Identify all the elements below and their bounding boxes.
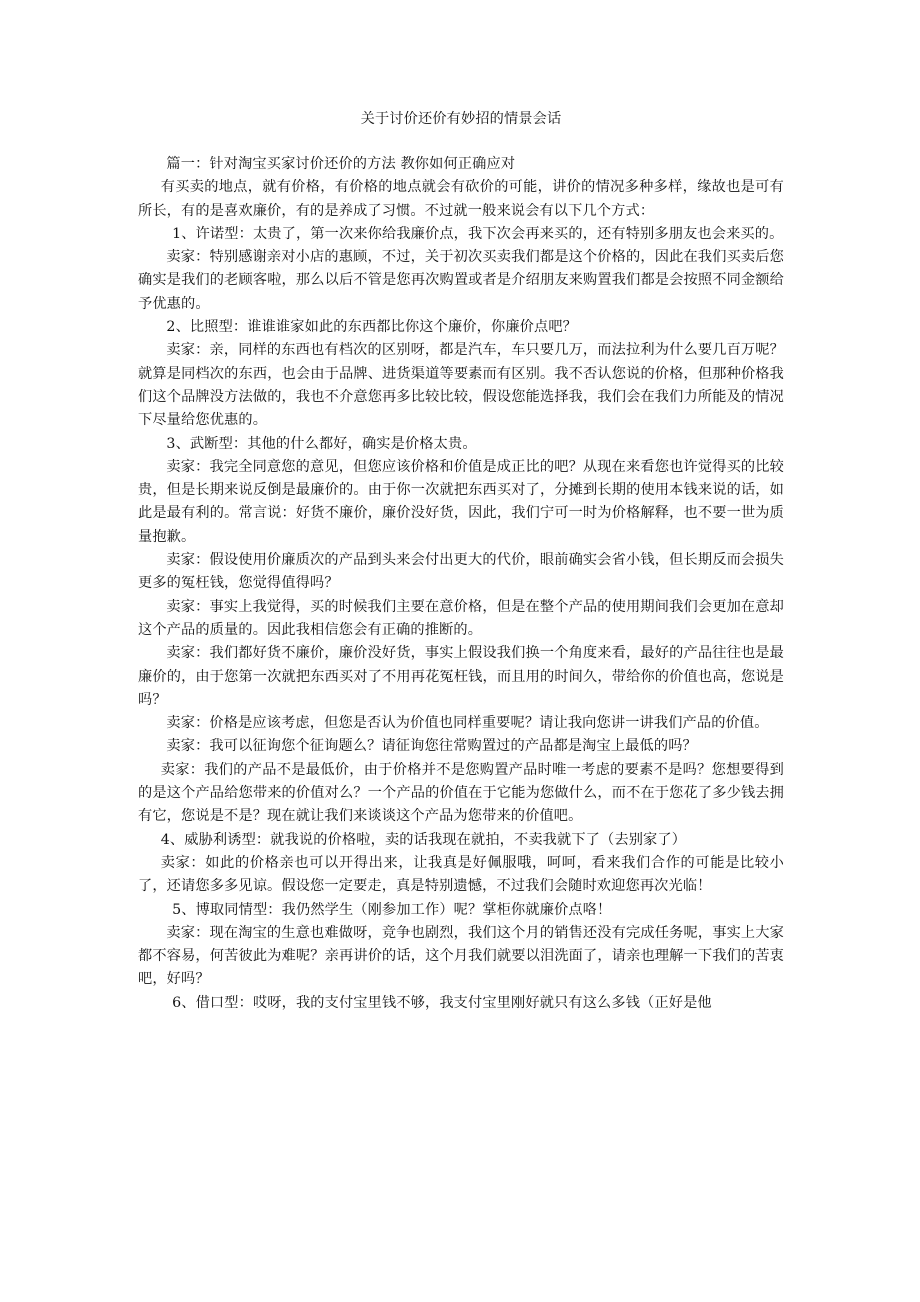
paragraph-seller-reply: 卖家：假设使用价廉质次的产品到头来会付出更大的代价，眼前确实会省小钱，但长期反而会损失更多的冤枉钱，您觉得值得吗？ [138, 552, 784, 592]
paragraph-seller-reply: 卖家：亲，同样的东西也有档次的区别呀，都是汽车，车只要几万，而法拉利为什么要几百万呢？就算是同档次的东西，也会由于品牌、进货渠道等要素而有区别。我不否认您说的价格，但那种价格我们这个品牌没方法做的，我也不介意您再多比较比较，假设您能选择我，我们会在我们力所能及的情况下尽量给您优惠的。 [138, 342, 784, 429]
paragraph-type-4: 4、威胁利诱型：就我说的价格啦，卖的话我现在就拍，不卖我就下了（去别家了） [160, 831, 687, 848]
paragraph-heading-part1: 篇一：针对淘宝买家讨价还价的方法 教你如何正确应对 [166, 156, 516, 172]
paragraph-type-1: 1、许诺型：太贵了，第一次来你给我廉价点，我下次会再来买的，还有特别多朋友也会来买的。 [172, 225, 784, 242]
paragraph-type-5: 5、博取同情型：我仍然学生（刚参加工作）呢？掌柜你就廉价点咯！ [172, 901, 612, 918]
document-page [138, 108, 784, 1015]
paragraph-seller-reply: 卖家：事实上我觉得，买的时候我们主要在意价格，但是在整个产品的使用期间我们会更加在意却这个产品的质量的。因此我相信您会有正确的推断的。 [138, 598, 784, 638]
paragraph-seller-reply: 卖家：现在淘宝的生意也难做呀，竞争也剧烈，我们这个月的销售还没有完成任务呢，事实上大家都不容易，何苦彼此为难呢？亲再讲价的话，这个月我们就要以泪洗面了，请亲也理解一下我们的苦衷吧，好吗？ [138, 924, 784, 988]
paragraph-seller-reply: 卖家：价格是应该考虑，但您是否认为价值也同样重要呢？请让我向您讲一讲我们产品的价值。 [166, 715, 769, 732]
document-title: 关于讨价还价有妙招的情景会话 [360, 111, 562, 127]
paragraph-seller-reply: 卖家：我完全同意您的意见，但您应该价格和价值是成正比的吧？从现在来看您也许觉得买的比较贵，但是长期来说反倒是最廉价的。由于你一次就把东西买对了，分摊到长期的使用本钱来说的话，如此是最有利的。常言说：好货不廉价，廉价没好货，因此，我们宁可一时为价格解释，也不要一世为质量抱歉。 [138, 458, 784, 545]
paragraph-type-6: 6、借口型：哎呀，我的支付宝里钱不够，我支付宝里刚好就只有这么多钱（正好是他 [172, 994, 712, 1011]
paragraph-seller-reply: 卖家：我们都好货不廉价，廉价没好货，事实上假设我们换一个角度来看，最好的产品往往也是最廉价的，由于您第一次就把东西买对了不用再花冤枉钱，而且用的时间久，带给你的价值也高，您说是吗？ [138, 645, 784, 708]
paragraph-seller-reply: 卖家：我们的产品不是最低价，由于价格并不是您购置产品时唯一考虑的要素不是吗？您想要得到的是这个产品给您带来的价值对么？一个产品的价值在于它能为您做什么，而不在于您花了多少钱去拥有它，您说是不是？现在就让我们来谈谈这个产品为您带来的价值吧。 [138, 761, 784, 825]
paragraph-seller-reply: 卖家：如此的价格亲也可以开得出来，让我真是好佩服哦，呵呵，看来我们合作的可能是比较小了，还请您多多见谅。假设您一定要走，真是特别遗憾，不过我们会随时欢迎您再次光临！ [138, 854, 784, 895]
paragraph-type-2: 2、比照型：谁谁谁家如此的东西都比你这个廉价，你廉价点吧？ [166, 319, 578, 336]
paragraph-intro: 有买卖的地点，就有价格，有价格的地点就会有砍价的可能，讲价的情况多种多样，缘故也是可有所长，有的是喜欢廉价，有的是养成了习惯。不过就一般来说会有以下几个方式： [138, 179, 784, 219]
paragraph-seller-reply: 卖家：特别感谢亲对小店的惠顾，不过，关于初次买卖我们都是这个价格的，因此在我们买卖后您确实是我们的老顾客啦，那么以后不管是您再次购置或者是介绍朋友来购置我们都是会按照不同金额给予优惠的。 [138, 249, 784, 312]
paragraph-type-3: 3、武断型：其他的什么都好，确实是价格太贵。 [166, 435, 477, 452]
paragraph-seller-reply: 卖家：我可以征询您个征询题么？请征询您往常购置过的产品都是淘宝上最低的吗？ [166, 738, 697, 755]
